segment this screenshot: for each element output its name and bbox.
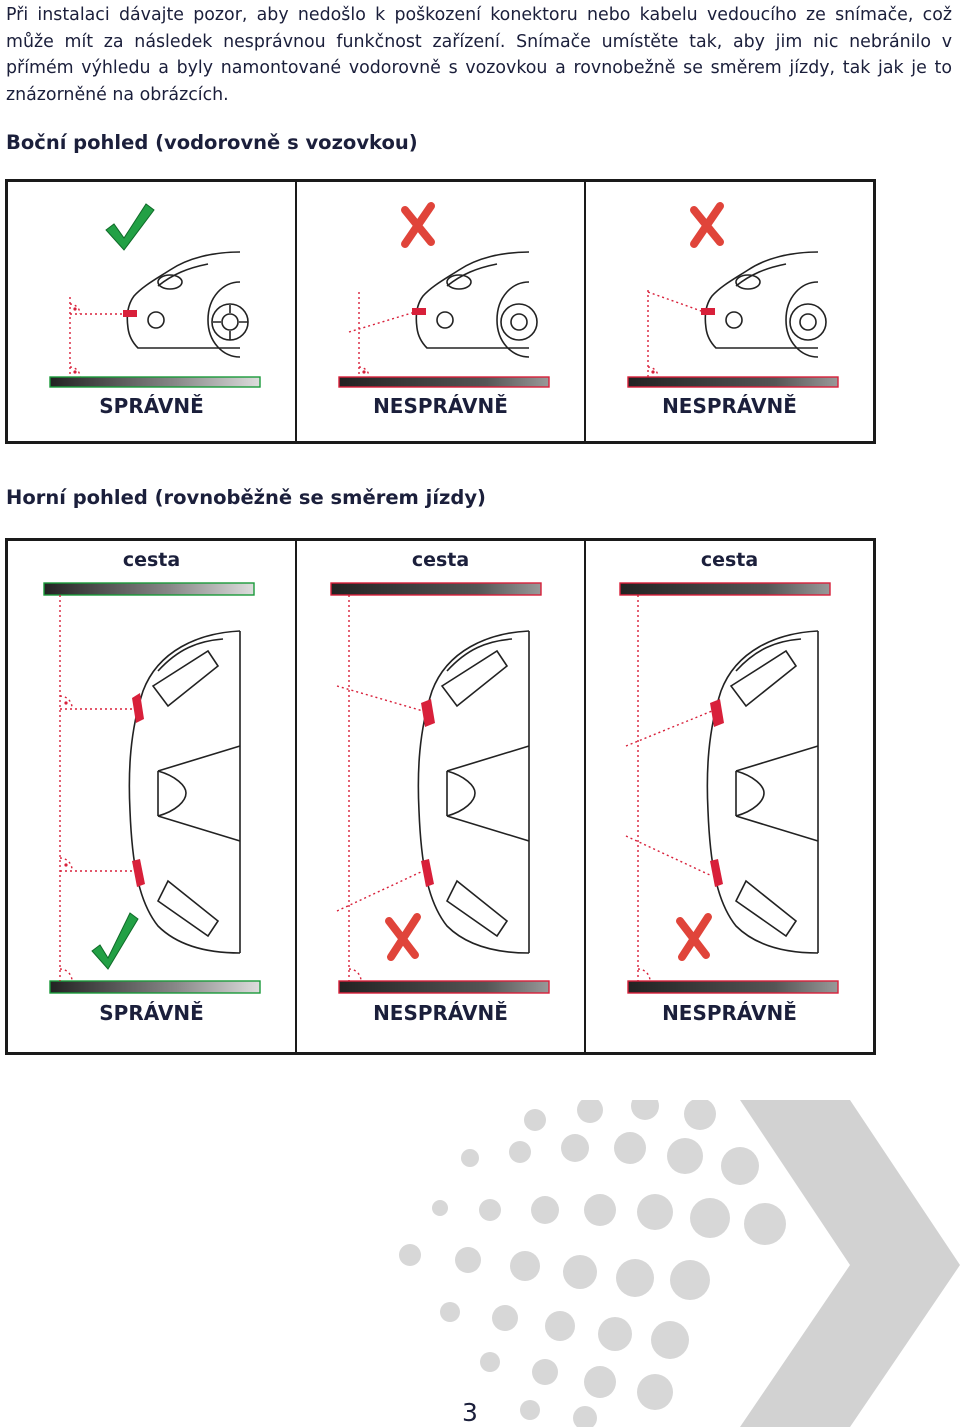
verdict-label: NESPRÁVNĚ xyxy=(373,1001,508,1025)
road-line xyxy=(620,583,830,595)
verdict-label: SPRÁVNĚ xyxy=(99,394,204,418)
page-number: 3 xyxy=(462,1398,478,1427)
side-view-title: Boční pohled (vodorovně s vozovkou) xyxy=(6,131,418,154)
cross-icon xyxy=(680,917,708,957)
cross-icon xyxy=(405,206,431,244)
verdict-label: NESPRÁVNĚ xyxy=(373,394,508,418)
car-top-drawing xyxy=(707,631,818,953)
car-side-drawing xyxy=(416,252,537,357)
side-panel-correct xyxy=(8,182,297,441)
top-view-title: Horní pohled (rovnoběžně se směrem jízdy) xyxy=(6,486,486,509)
side-panel-wrong-2 xyxy=(586,182,873,441)
sensor-mark xyxy=(412,308,426,315)
road-label: cesta xyxy=(122,549,181,571)
road-line xyxy=(628,377,838,387)
verdict-label: NESPRÁVNĚ xyxy=(662,1001,797,1025)
top-panel-wrong-2 xyxy=(586,541,873,1052)
top-panel-correct xyxy=(8,541,297,1052)
intro-paragraph: Při instalaci dávajte pozor, aby nedošlo k poškození konektoru nebo kabelu vedoucího ze snímače, což může mít za následek nesprávnou funkčnost zařízení. Snímače umístěte tak, aby jim nic nebránilo v přímém výhledu a byly namontované vodorovně s vozovkou a rovnobežně se směrem jízdy, tak jak je to znázorněné na obrázcích. xyxy=(6,5,952,105)
side-panel-wrong-1 xyxy=(297,182,586,441)
check-icon xyxy=(92,913,138,969)
road-line xyxy=(628,981,838,993)
car-top-drawing xyxy=(129,631,240,953)
sensor-mark xyxy=(701,308,715,315)
verdict-label: SPRÁVNĚ xyxy=(99,1001,204,1025)
road-label: cesta xyxy=(700,549,759,571)
road-label: cesta xyxy=(411,549,470,571)
road-line xyxy=(50,981,260,993)
brand-logo-watermark xyxy=(380,1100,960,1427)
verdict-label: NESPRÁVNĚ xyxy=(662,394,797,418)
top-view-panels xyxy=(5,538,876,1055)
check-icon xyxy=(106,204,154,250)
side-view-panels xyxy=(5,179,876,444)
road-line xyxy=(50,377,260,387)
road-line xyxy=(331,583,541,595)
cross-icon xyxy=(389,917,417,957)
road-line xyxy=(339,981,549,993)
car-side-drawing xyxy=(705,252,826,357)
road-line xyxy=(339,377,549,387)
top-panel-wrong-1 xyxy=(297,541,586,1052)
cross-icon xyxy=(694,206,720,244)
car-side-drawing xyxy=(127,252,248,357)
car-top-drawing xyxy=(418,631,529,953)
road-line xyxy=(44,583,254,595)
